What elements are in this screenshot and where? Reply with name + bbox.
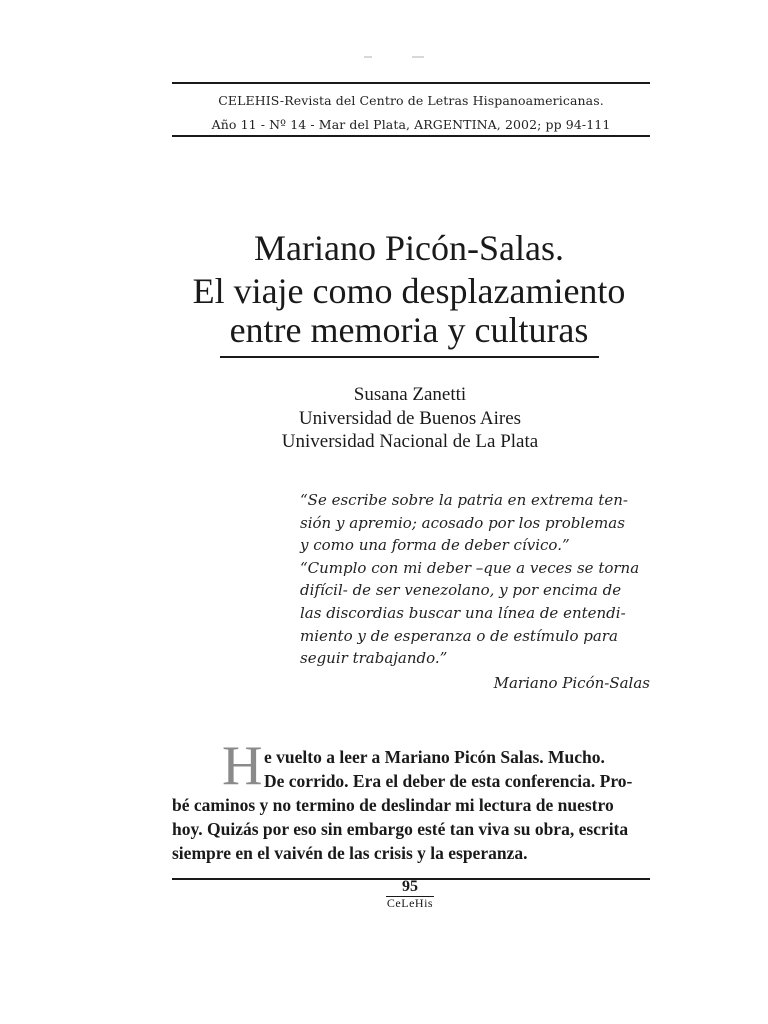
body-line-4: hoy. Quizás por eso sin embargo esté tan viva su obra, escrita bbox=[172, 819, 629, 839]
epigraph bbox=[300, 489, 650, 670]
author-name: Susana Zanetti bbox=[353, 384, 467, 405]
scan-artifact bbox=[364, 56, 372, 58]
author-affiliation-2: Universidad Nacional de La Plata bbox=[281, 431, 539, 452]
article-title-line-3: entre memoria y culturas bbox=[229, 310, 589, 350]
issue-citation: Año 11 - Nº 14 - Mar del Plata, ARGENTINA, 2002; pp 94-111 bbox=[211, 117, 611, 132]
header-top-rule bbox=[172, 82, 650, 84]
epigraph-line: seguir trabajando.” bbox=[300, 649, 448, 668]
body-line-5: siempre en el vaivén de las crisis y la esperanza. bbox=[172, 843, 528, 863]
article-title-line-1: Mariano Picón-Salas. bbox=[254, 228, 564, 268]
author-affiliation-1: Universidad de Buenos Aires bbox=[298, 408, 522, 429]
article-title-line-2: El viaje como desplazamiento bbox=[192, 271, 626, 311]
title-underline bbox=[220, 356, 599, 358]
body-line-2: De corrido. Era el deber de esta conferencia. Pro- bbox=[264, 771, 633, 791]
scan-artifact bbox=[412, 56, 424, 58]
epigraph-line: las discordias buscar una línea de entendi- bbox=[300, 603, 626, 622]
epigraph-line: sión y apremio; acosado por los problemas bbox=[300, 513, 625, 532]
epigraph-line: difícil- de ser venezolano, y por encima de bbox=[300, 581, 622, 600]
epigraph-attribution: Mariano Picón-Salas bbox=[493, 674, 650, 692]
page-number: 95 bbox=[402, 878, 418, 895]
epigraph-line: y como una forma de deber cívico.” bbox=[300, 536, 570, 555]
epigraph-line: “Se escribe sobre la patria en extrema ten- bbox=[300, 491, 628, 509]
journal-mark: CeLeHis bbox=[386, 896, 434, 910]
header-bottom-rule bbox=[172, 135, 650, 137]
body-line-3: bé caminos y no termino de deslindar mi lectura de nuestro bbox=[172, 795, 614, 815]
epigraph-line: “Cumplo con mi deber –que a veces se torna bbox=[300, 558, 640, 577]
body-line-1: e vuelto a leer a Mariano Picón Salas. Mucho. bbox=[264, 747, 605, 767]
drop-cap: H bbox=[222, 735, 263, 797]
journal-name: CELEHIS-Revista del Centro de Letras Hispanoamericanas. bbox=[218, 93, 604, 108]
epigraph-line: miento y de esperanza o de estímulo para bbox=[300, 626, 618, 645]
